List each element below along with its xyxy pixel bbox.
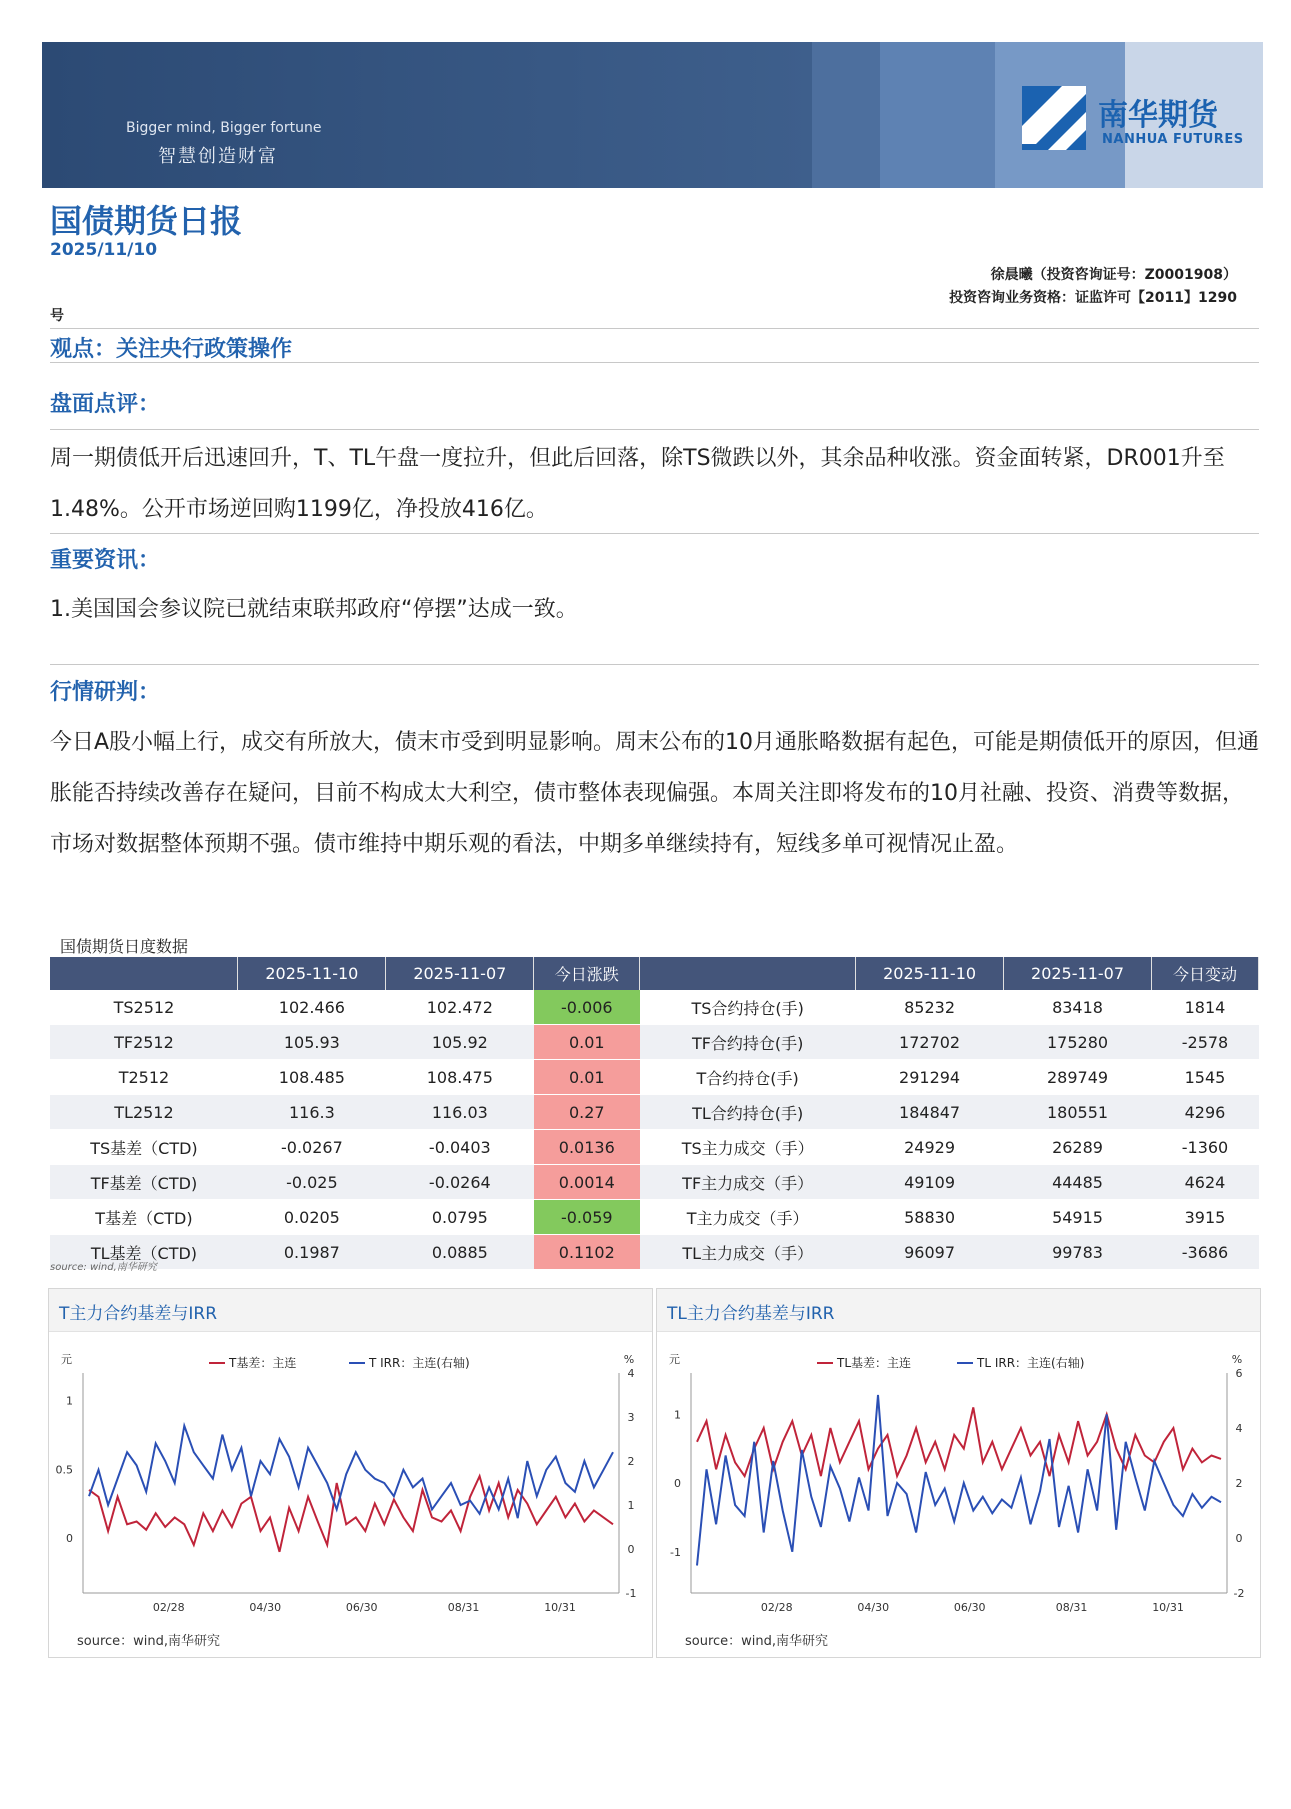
table-cell: 44485 xyxy=(1004,1165,1152,1200)
legend-label: TL基差：主连 xyxy=(837,1356,912,1370)
market-comment-heading: 盘面点评： xyxy=(50,392,161,417)
table-row xyxy=(50,1165,1259,1200)
tl-basis-irr-chart xyxy=(656,1288,1261,1658)
chart-plot xyxy=(657,1333,1260,1633)
table-cell: TF合约持仓(手) xyxy=(640,1025,856,1060)
t-basis-irr-chart xyxy=(48,1288,653,1658)
chart-header xyxy=(657,1289,1260,1332)
x-tick-label: 06/30 xyxy=(345,1601,378,1614)
logo-text-chinese: 南华期货 xyxy=(1098,98,1218,133)
logo-text-english: NANHUA FUTURES xyxy=(1102,132,1244,147)
series-line xyxy=(89,1426,613,1518)
table-cell: TS主力成交（手） xyxy=(640,1130,856,1165)
chart-source: source：wind,南华研究 xyxy=(77,1634,221,1649)
table-cell: 180551 xyxy=(1004,1095,1152,1130)
table-cell: 1814 xyxy=(1151,990,1258,1025)
table-header-cell xyxy=(640,957,856,990)
table-cell: 102.466 xyxy=(238,990,386,1025)
table-cell: 0.27 xyxy=(534,1095,640,1130)
right-tick-label: 4 xyxy=(627,1367,635,1380)
table-cell: 54915 xyxy=(1004,1200,1152,1235)
table-cell: 105.93 xyxy=(238,1025,386,1060)
table-row xyxy=(50,1235,1259,1270)
table-cell: 291294 xyxy=(856,1060,1004,1095)
news-item: 1.美国国会参议院已就结束联邦政府“停摆”达成一致。 xyxy=(50,597,578,622)
chart-source: source：wind,南华研究 xyxy=(685,1634,829,1649)
chart-title: T主力合约基差与IRR xyxy=(59,1304,218,1324)
slogan-chinese: 智慧创造财富 xyxy=(158,146,278,167)
right-tick-label: 3 xyxy=(627,1411,635,1424)
right-tick-label: 4 xyxy=(1235,1422,1243,1435)
table-cell: -1360 xyxy=(1151,1130,1258,1165)
table-cell: 0.0136 xyxy=(534,1130,640,1165)
x-tick-label: 04/30 xyxy=(249,1601,282,1614)
table-cell: 26289 xyxy=(1004,1130,1152,1165)
market-comment-text: 周一期债低开后迅速回升，T、TL午盘一度拉升，但此后回落，除TS微跌以外，其余品种收涨。资金面转紧，DR001升至1.48%。公开市场逆回购1199亿，净投放416亿。 xyxy=(50,446,1225,522)
table-header-cell xyxy=(50,957,238,990)
series-line xyxy=(697,1395,1221,1566)
table-cell: 116.03 xyxy=(386,1095,534,1130)
table-cell: 172702 xyxy=(856,1025,1004,1060)
table-cell: 175280 xyxy=(1004,1025,1152,1060)
table-cell: 58830 xyxy=(856,1200,1004,1235)
table-row xyxy=(50,1060,1259,1095)
right-tick-label: 2 xyxy=(627,1455,635,1468)
table-title: 国债期货日度数据 xyxy=(60,937,189,956)
table-cell: 0.0205 xyxy=(238,1200,386,1235)
legend-label: TL IRR：主连(右轴) xyxy=(977,1356,1085,1370)
table-cell: T主力成交（手） xyxy=(640,1200,856,1235)
left-tick-label: 1 xyxy=(66,1394,73,1408)
divider xyxy=(50,429,1259,430)
report-date: 2025/11/10 xyxy=(50,240,158,260)
left-tick-label: 0.5 xyxy=(55,1463,73,1477)
slogan-english: Bigger mind, Bigger fortune xyxy=(126,120,322,136)
table-cell: TL2512 xyxy=(50,1095,238,1130)
table-cell: -0.0267 xyxy=(238,1130,386,1165)
table-cell: T2512 xyxy=(50,1060,238,1095)
left-tick-label: 0 xyxy=(66,1532,73,1545)
right-unit-label: % xyxy=(623,1353,635,1366)
right-tick-label: 0 xyxy=(627,1543,635,1556)
table-cell: 116.3 xyxy=(238,1095,386,1130)
x-tick-label: 04/30 xyxy=(857,1601,890,1614)
x-tick-label: 08/31 xyxy=(1055,1601,1088,1614)
table-cell: 289749 xyxy=(1004,1060,1152,1095)
table-cell: 102.472 xyxy=(386,990,534,1025)
table-cell: 1545 xyxy=(1151,1060,1258,1095)
table-cell: 0.0885 xyxy=(386,1235,534,1270)
table-cell: -0.025 xyxy=(238,1165,386,1200)
table-cell: TF主力成交（手） xyxy=(640,1165,856,1200)
right-tick-label: 2 xyxy=(1235,1477,1243,1490)
x-tick-label: 10/31 xyxy=(1152,1601,1184,1614)
right-tick-label: 1 xyxy=(627,1499,635,1512)
x-tick-label: 02/28 xyxy=(152,1601,185,1614)
table-cell: -0.006 xyxy=(534,990,640,1025)
table-row xyxy=(50,1095,1259,1130)
futures-data-table xyxy=(50,957,1259,1270)
table-cell: 105.92 xyxy=(386,1025,534,1060)
table-cell: TL基差（CTD) xyxy=(50,1235,238,1270)
x-tick-label: 06/30 xyxy=(953,1601,986,1614)
table-cell: TF基差（CTD) xyxy=(50,1165,238,1200)
table-header-cell: 今日变动 xyxy=(1151,957,1258,990)
news-heading: 重要资讯： xyxy=(50,548,161,573)
outlook-heading: 行情研判： xyxy=(50,680,161,705)
banner-band xyxy=(812,42,880,188)
divider xyxy=(50,533,1259,534)
table-cell: 99783 xyxy=(1004,1235,1152,1270)
x-tick-label: 10/31 xyxy=(544,1601,576,1614)
author-info: 徐晨曦（投资咨询证号：Z0001908） xyxy=(990,267,1237,283)
nanhua-logo-icon xyxy=(1022,86,1086,150)
table-cell: 0.1987 xyxy=(238,1235,386,1270)
table-header-cell: 2025-11-10 xyxy=(238,957,386,990)
table-cell: 0.01 xyxy=(534,1025,640,1060)
table-cell: TS合约持仓(手) xyxy=(640,990,856,1025)
table-header-cell: 今日涨跌 xyxy=(534,957,640,990)
table-row xyxy=(50,1025,1259,1060)
table-cell: 49109 xyxy=(856,1165,1004,1200)
chart-header xyxy=(49,1289,652,1332)
table-header-cell: 2025-11-07 xyxy=(1004,957,1152,990)
outlook-text: 今日A股小幅上行，成交有所放大，债末市受到明显影响。周末公布的10月通胀略数据有起色，可能是期债低开的原因，但通胀能否持续改善存在疑问，目前不构成太大利空，债市整体表现偏强。本周关注即将发布的10月社融、投资、消费等数据，市场对数据整体预期不强。债市维持中期乐观的看法，中期多单继续持有，短线多单可视情况止盈。 xyxy=(50,730,1260,857)
table-cell: 108.485 xyxy=(238,1060,386,1095)
divider xyxy=(50,362,1259,363)
x-tick-label: 02/28 xyxy=(760,1601,793,1614)
table-row xyxy=(50,1200,1259,1235)
divider xyxy=(50,328,1259,329)
right-unit-label: % xyxy=(1231,1353,1243,1366)
table-cell: -0.0264 xyxy=(386,1165,534,1200)
x-tick-label: 08/31 xyxy=(447,1601,480,1614)
left-tick-label: 0 xyxy=(674,1477,681,1490)
license-info-tail: 号 xyxy=(50,308,64,324)
table-cell: TF2512 xyxy=(50,1025,238,1060)
table-cell: 24929 xyxy=(856,1130,1004,1165)
table-header-cell: 2025-11-07 xyxy=(386,957,534,990)
table-cell: 0.0795 xyxy=(386,1200,534,1235)
chart-title: TL主力合约基差与IRR xyxy=(667,1304,835,1324)
table-cell: -2578 xyxy=(1151,1025,1258,1060)
series-line xyxy=(697,1407,1221,1476)
table-cell: 184847 xyxy=(856,1095,1004,1130)
table-body xyxy=(50,990,1259,1270)
table-row xyxy=(50,990,1259,1025)
table-cell: 85232 xyxy=(856,990,1004,1025)
report-banner xyxy=(42,42,1263,188)
left-tick-label: 1 xyxy=(674,1408,681,1422)
right-tick-label: 0 xyxy=(1235,1532,1243,1545)
table-cell: TS2512 xyxy=(50,990,238,1025)
table-cell: TS基差（CTD) xyxy=(50,1130,238,1165)
table-header-row xyxy=(50,957,1259,990)
legend-label: T IRR：主连(右轴) xyxy=(369,1356,470,1370)
table-cell: 4624 xyxy=(1151,1165,1258,1200)
table-cell: T基差（CTD) xyxy=(50,1200,238,1235)
left-unit-label: 元 xyxy=(669,1353,680,1366)
left-unit-label: 元 xyxy=(61,1353,72,1366)
banner-band xyxy=(880,42,995,188)
right-tick-label: -2 xyxy=(1233,1587,1245,1600)
divider xyxy=(50,664,1259,665)
table-cell: TL合约持仓(手) xyxy=(640,1095,856,1130)
table-cell: 0.01 xyxy=(534,1060,640,1095)
legend-label: T基差：主连 xyxy=(229,1356,297,1370)
table-cell: 96097 xyxy=(856,1235,1004,1270)
table-cell: 4296 xyxy=(1151,1095,1258,1130)
viewpoint-heading: 观点：关注央行政策操作 xyxy=(50,337,293,362)
table-cell: 83418 xyxy=(1004,990,1152,1025)
table-source: source: wind,南华研究 xyxy=(50,1262,157,1273)
table-cell: -0.0403 xyxy=(386,1130,534,1165)
license-info: 投资咨询业务资格：证监许可【2011】1290 xyxy=(949,290,1237,306)
table-cell: 108.475 xyxy=(386,1060,534,1095)
chart-plot xyxy=(49,1333,652,1633)
table-cell: 0.1102 xyxy=(534,1235,640,1270)
table-row xyxy=(50,1130,1259,1165)
right-tick-label: 6 xyxy=(1235,1367,1243,1380)
table-cell: -3686 xyxy=(1151,1235,1258,1270)
table-cell: T合约持仓(手) xyxy=(640,1060,856,1095)
table-cell: 0.0014 xyxy=(534,1165,640,1200)
table-header-cell: 2025-11-10 xyxy=(856,957,1004,990)
table-cell: 3915 xyxy=(1151,1200,1258,1235)
right-tick-label: -1 xyxy=(625,1587,637,1600)
left-tick-label: -1 xyxy=(670,1545,681,1559)
table-cell: TL主力成交（手） xyxy=(640,1235,856,1270)
table-cell: -0.059 xyxy=(534,1200,640,1235)
report-title: 国债期货日报 xyxy=(50,202,243,240)
